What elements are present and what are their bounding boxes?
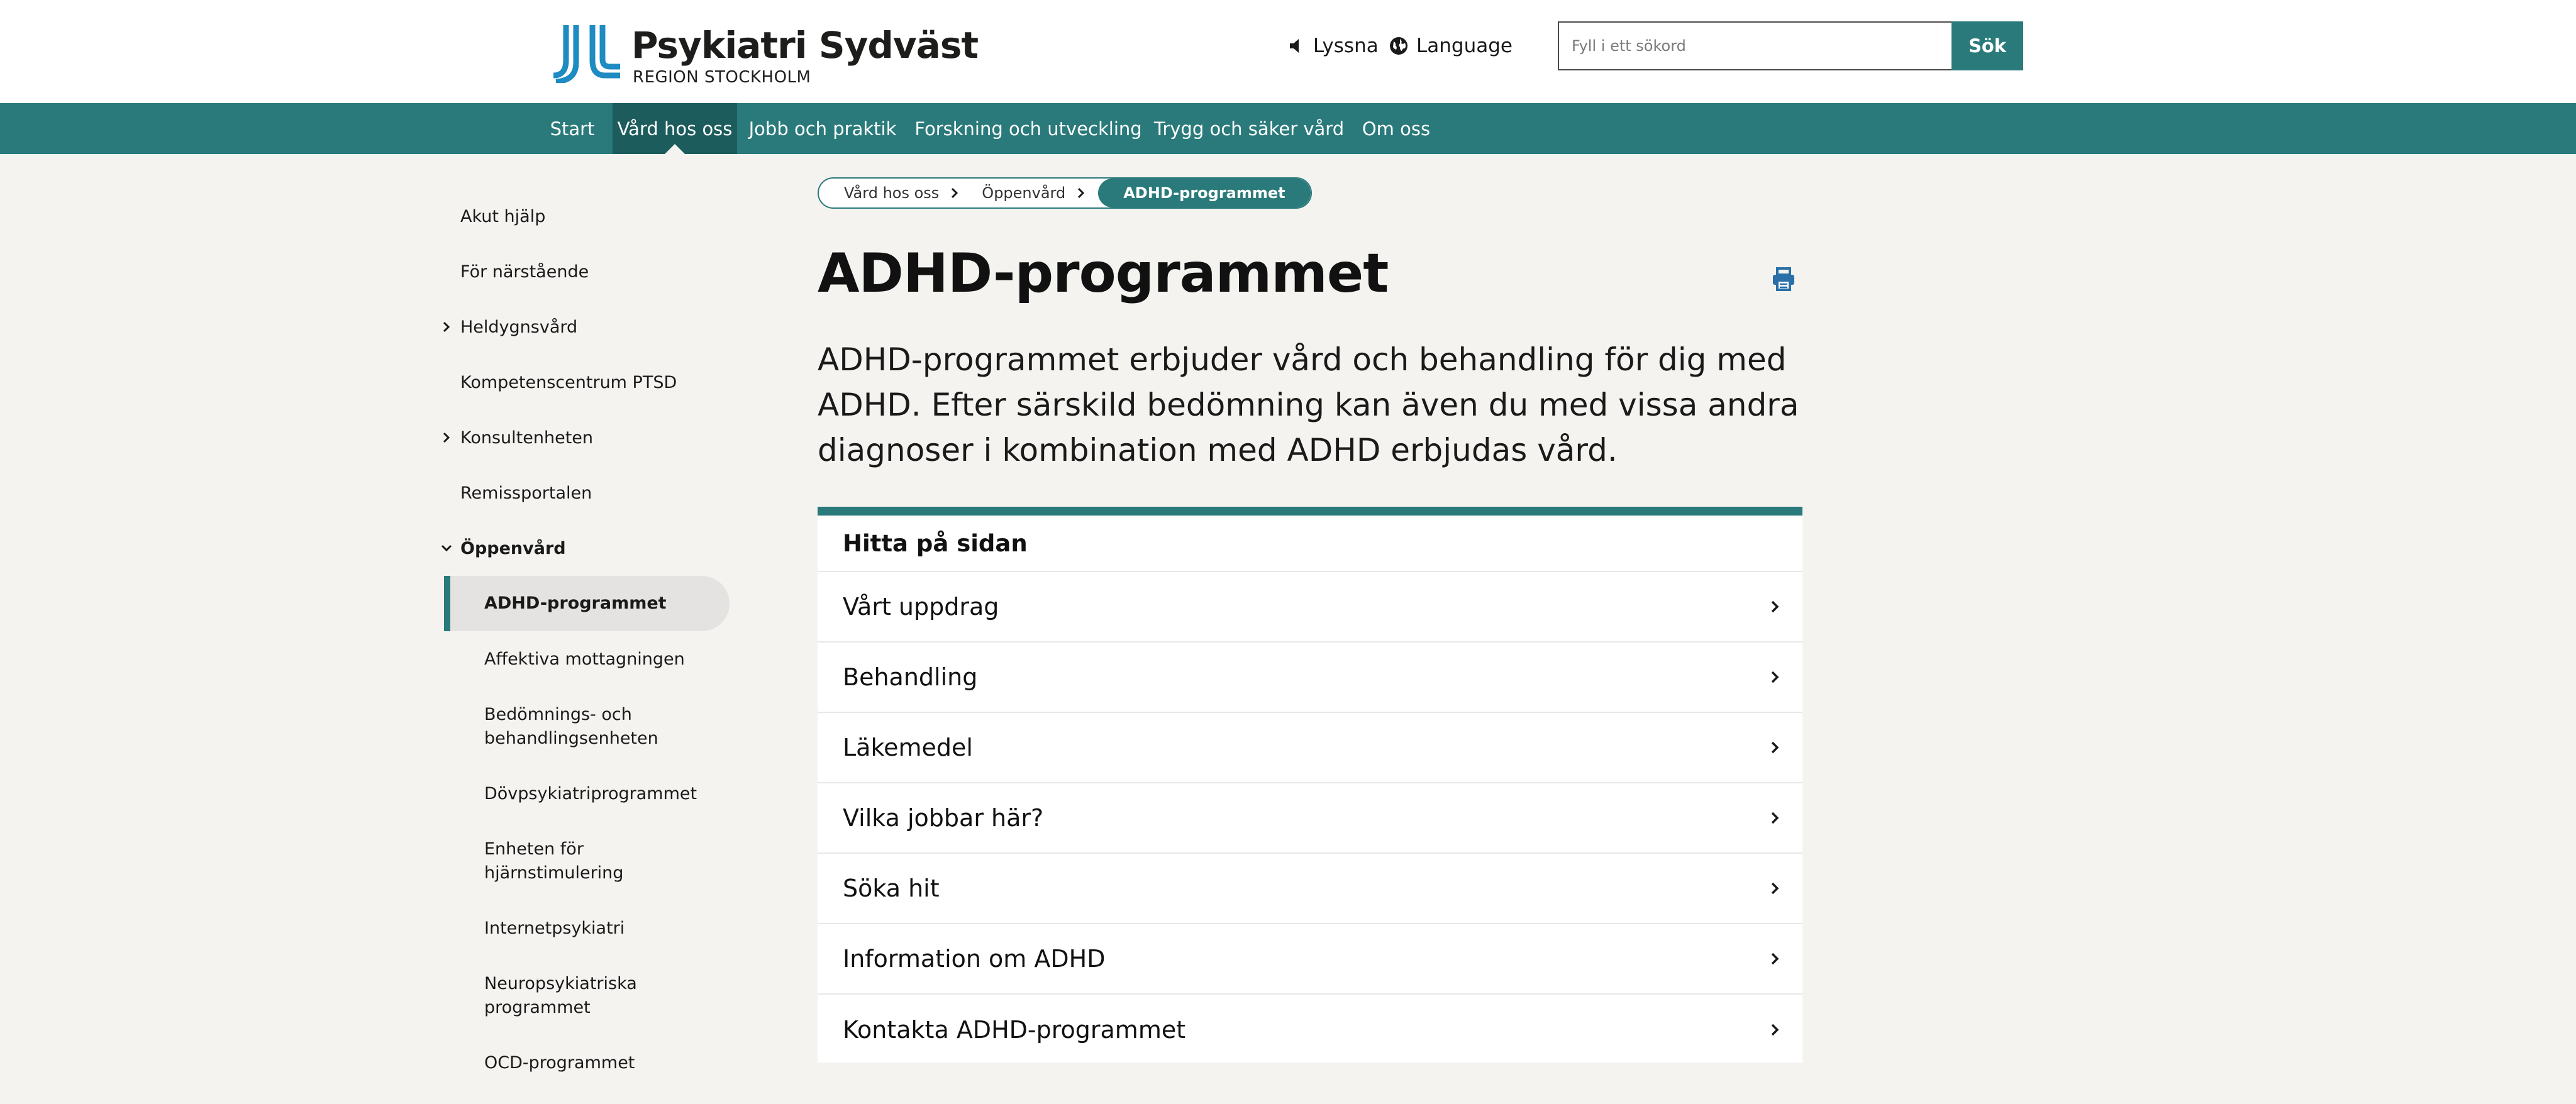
language-label: Language (1416, 35, 1513, 57)
sidebar-item-for-narstaende[interactable]: För närstående (460, 262, 589, 282)
toc-item-label: Behandling (843, 663, 978, 691)
breadcrumb-current: ADHD-programmet (1098, 179, 1310, 207)
chevron-down-icon[interactable] (440, 543, 453, 553)
sidebar-item-affektiva-mottagningen[interactable]: Affektiva mottagningen (484, 649, 685, 669)
sidebar-item-kompetenscentrum-ptsd[interactable]: Kompetenscentrum PTSD (460, 373, 677, 392)
sidebar-item-bedomnings-och-behandlingsenheten[interactable]: Bedömnings- och behandlingsenheten (484, 705, 658, 748)
chevron-right-icon (1770, 668, 1781, 686)
sidebar-item-dovpsykiatriprogrammet[interactable]: Dövpsykiatriprogrammet (484, 784, 697, 803)
chevron-right-icon (1770, 1021, 1781, 1039)
breadcrumb-separator-icon (1077, 179, 1094, 207)
toc-item-vart-uppdrag[interactable] (818, 572, 1802, 643)
speaker-icon (1288, 37, 1306, 55)
toc-item-vilka-jobbar-har[interactable] (818, 783, 1802, 854)
site-logo[interactable] (551, 23, 979, 88)
nav-item-forskning[interactable]: Forskning och utveckling (914, 118, 1142, 140)
toc-item-label: Söka hit (843, 875, 940, 902)
toc-item-label: Kontakta ADHD-programmet (843, 1016, 1186, 1044)
sidebar-item-remissportalen[interactable]: Remissportalen (460, 483, 592, 503)
toc-item-label: Vårt uppdrag (843, 593, 999, 621)
nav-item-jobb-och-praktik[interactable]: Jobb och praktik (748, 118, 897, 140)
chevron-right-icon[interactable] (441, 321, 452, 333)
toc-item-label: Information om ADHD (843, 945, 1106, 973)
sidebar-item-neuropsykiatriska-programmet[interactable]: Neuropsykiatriska programmet (484, 974, 637, 1017)
main-navigation (0, 103, 2576, 154)
sidebar-item-heldygnsvard[interactable]: Heldygnsvård (460, 317, 578, 337)
globe-icon (1389, 36, 1409, 56)
sidebar-item-internetpsykiatri[interactable]: Internetpsykiatri (484, 919, 625, 938)
sidebar-item-akut-hjalp[interactable]: Akut hjälp (460, 207, 546, 226)
breadcrumb-item[interactable]: Vård hos oss (844, 184, 940, 202)
page-title: ADHD-programmet (818, 242, 1389, 305)
chevron-right-icon (1770, 598, 1781, 615)
toc-item-soka-hit[interactable] (818, 854, 1802, 924)
print-button[interactable] (1771, 267, 1796, 294)
language-button[interactable] (1389, 31, 1513, 60)
chevron-right-icon[interactable] (441, 431, 452, 444)
printer-icon (1771, 267, 1796, 292)
search-button[interactable]: Sök (1951, 21, 2023, 70)
nav-item-om-oss[interactable]: Om oss (1362, 118, 1431, 140)
nav-item-start[interactable]: Start (550, 118, 595, 140)
listen-button[interactable] (1288, 31, 1379, 60)
logo-subtitle: REGION STOCKHOLM (633, 68, 811, 87)
toc-item-label: Vilka jobbar här? (843, 804, 1044, 832)
site-header (0, 0, 2576, 103)
breadcrumb-item[interactable]: Öppenvård (982, 184, 1066, 202)
sidebar-item-adhd-programmet[interactable]: ADHD-programmet (484, 593, 667, 613)
breadcrumb-separator-icon (950, 179, 968, 207)
sidebar-item-ocd-programmet[interactable]: OCD-programmet (484, 1053, 635, 1073)
toc-item-kontakta-adhd-programmet[interactable] (818, 995, 1802, 1065)
toc-item-behandling[interactable] (818, 643, 1802, 713)
toc-item-information-om-adhd[interactable] (818, 924, 1802, 995)
logo-mark-icon (551, 23, 621, 83)
nav-item-vard-hos-oss[interactable]: Vård hos oss (613, 103, 737, 154)
lead-paragraph: ADHD-programmet erbjuder vård och behandling för dig med ADHD. Efter särskild bedömning kan även du med vissa andra diagnoser i kombination med ADHD erbjudas vård. (818, 341, 1799, 468)
sidebar-item-konsultenheten[interactable]: Konsultenheten (460, 428, 594, 448)
nav-item-trygg-och-saker-vard[interactable]: Trygg och säker vård (1153, 118, 1345, 140)
chevron-right-icon (1770, 950, 1781, 968)
table-of-contents (818, 507, 1802, 1063)
chevron-right-icon (1770, 809, 1781, 827)
sidebar-active-indicator (444, 576, 450, 631)
sidebar-item-enheten-for-hjarnstimulering[interactable]: Enheten för hjärnstimulering (484, 839, 624, 883)
toc-heading: Hitta på sidan (818, 516, 1802, 572)
toc-item-lakemedel[interactable] (818, 713, 1802, 783)
chevron-right-icon (1770, 739, 1781, 756)
search-input[interactable] (1558, 21, 1951, 70)
toc-item-label: Läkemedel (843, 734, 973, 761)
listen-label: Lyssna (1313, 35, 1379, 57)
logo-title: Psykiatri Sydväst (631, 24, 979, 67)
chevron-right-icon (1770, 880, 1781, 897)
breadcrumb (818, 177, 1312, 209)
sidebar-item-oppenvard[interactable]: Öppenvård (460, 539, 566, 558)
